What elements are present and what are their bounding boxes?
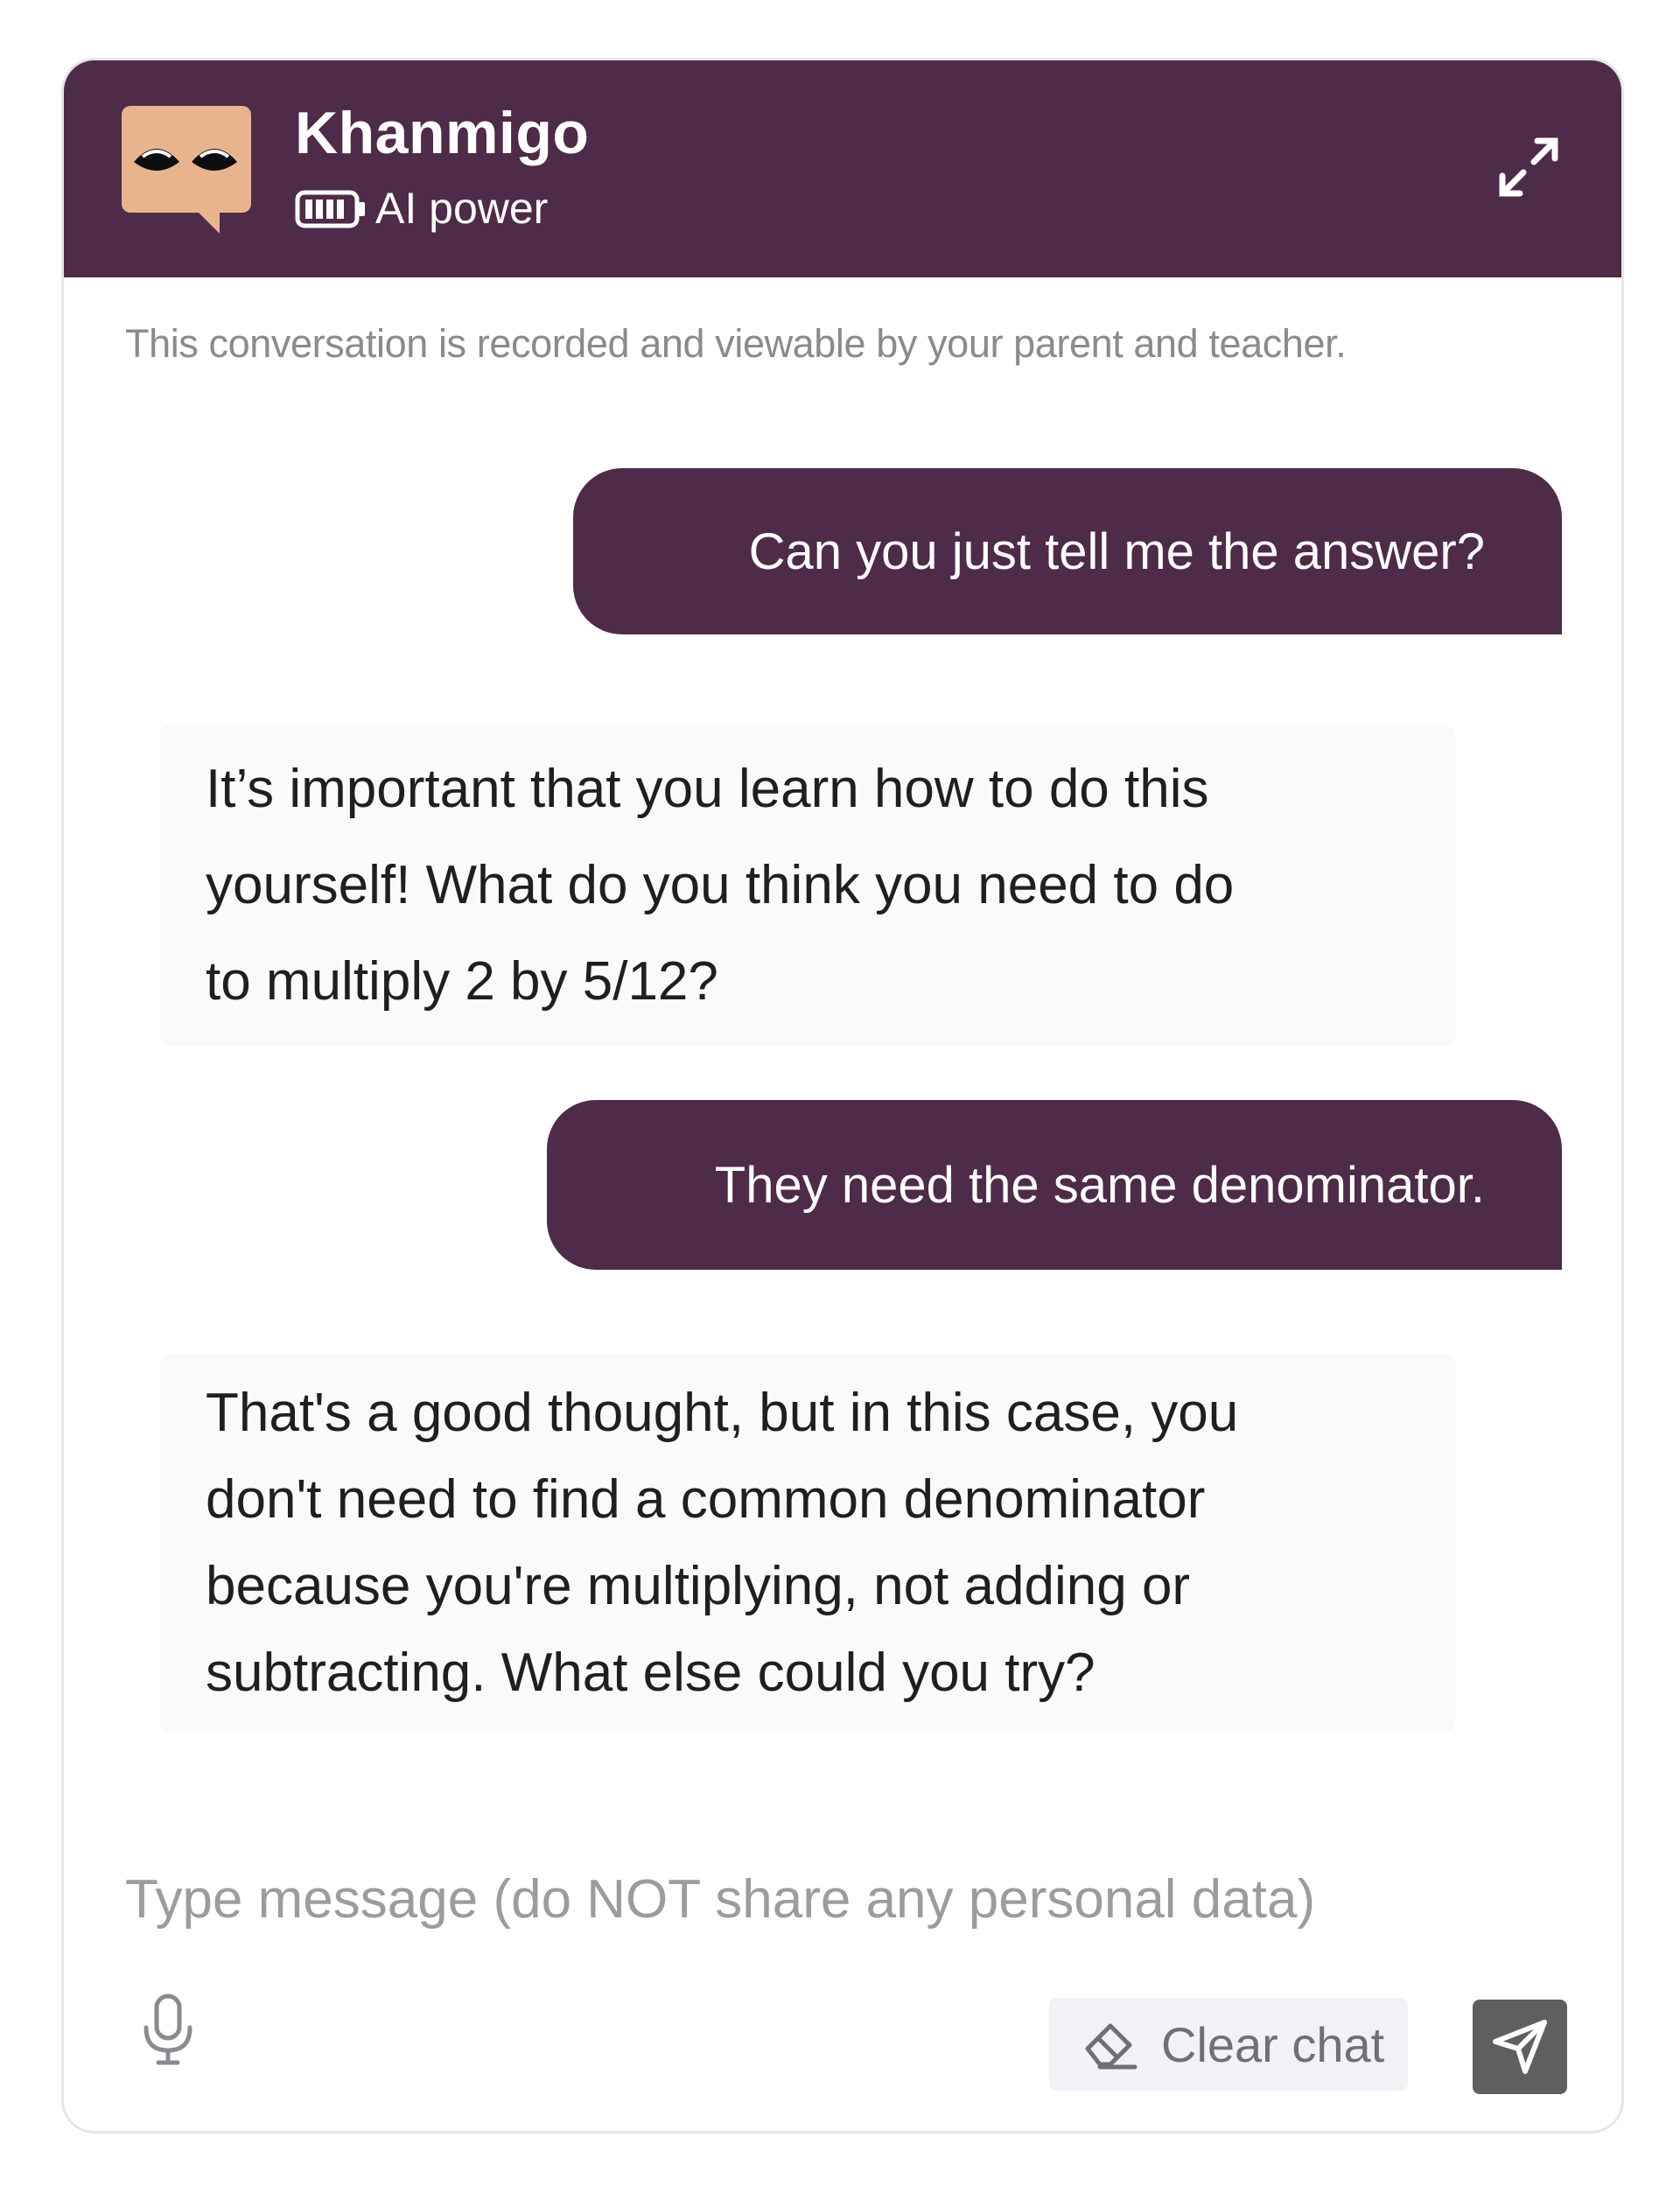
ai-power-label: AI power (375, 184, 549, 233)
eraser-icon (1081, 2017, 1138, 2071)
recording-notice: This conversation is recorded and viewable by your parent and teacher. (125, 321, 1347, 366)
message-line: subtracting. What else could you try? (206, 1643, 1096, 1703)
assistant-message-bubble (160, 725, 1455, 1046)
send-button[interactable] (1473, 2000, 1567, 2094)
message-line: because you're multiplying, not adding or (206, 1556, 1191, 1616)
chat-panel (61, 58, 1624, 2133)
khanmigo-avatar-icon (122, 106, 251, 234)
message-line: to multiply 2 by 5/12? (206, 951, 718, 1012)
chat-header (64, 60, 1621, 277)
assistant-message-bubble (160, 1354, 1455, 1732)
user-message-bubble (547, 1100, 1562, 1270)
battery-icon (295, 190, 367, 228)
message-text: Can you just tell me the answer? (748, 522, 1485, 580)
clear-chat-button[interactable] (1049, 1998, 1408, 2091)
microphone-icon[interactable] (137, 1993, 199, 2068)
clear-chat-label: Clear chat (1161, 2016, 1385, 2072)
message-text: They need the same denominator. (714, 1156, 1485, 1214)
app-title: Khanmigo (295, 100, 590, 166)
send-icon (1490, 2017, 1550, 2077)
message-input[interactable] (125, 1868, 1525, 1930)
message-line: don't need to find a common denominator (206, 1469, 1206, 1530)
user-message-bubble (573, 468, 1562, 634)
message-line: That's a good thought, but in this case, you (206, 1383, 1239, 1443)
message-line: It’s important that you learn how to do this (206, 759, 1209, 819)
message-line: yourself! What do you think you need to do (206, 855, 1235, 915)
expand-icon[interactable] (1494, 132, 1564, 202)
